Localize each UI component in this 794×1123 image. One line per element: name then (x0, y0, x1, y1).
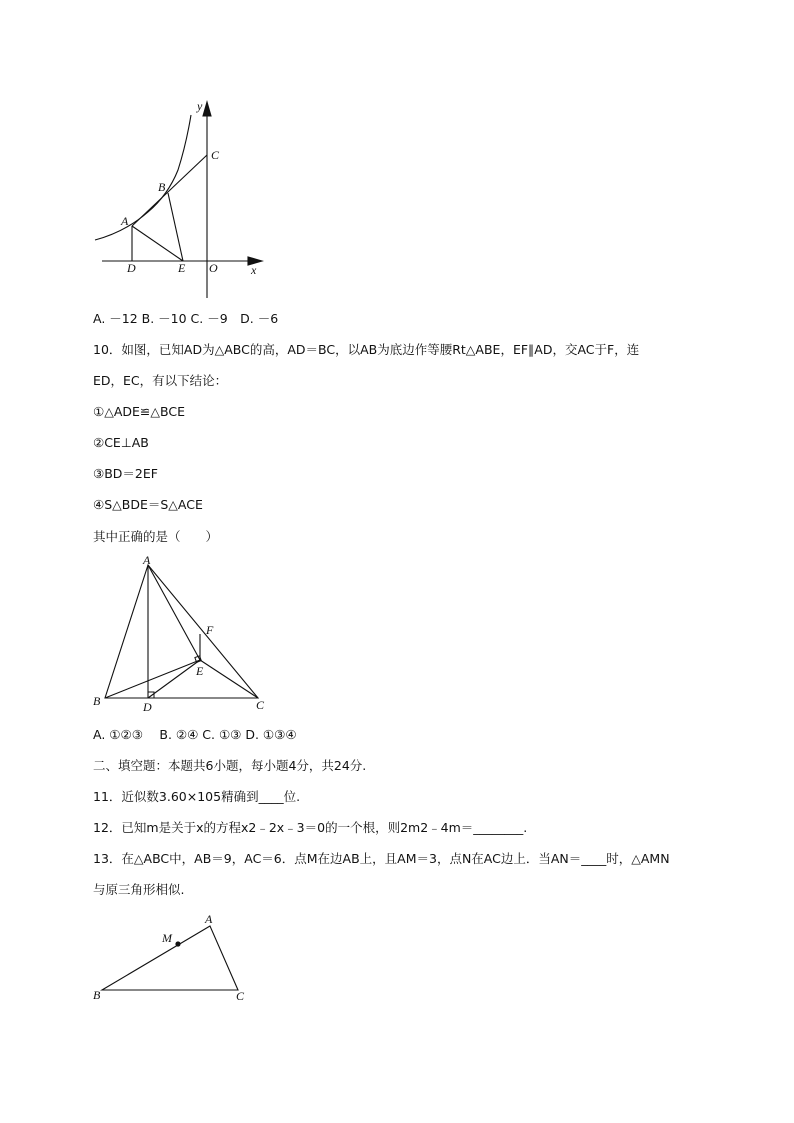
section2-title: 二、填空题：本题共6小题，每小题4分，共24分. (93, 758, 367, 773)
q10-conclusion-3: ③BD＝2EF (93, 466, 158, 481)
point-M (175, 941, 180, 946)
segment-BE (168, 193, 183, 261)
segment-DE (148, 660, 200, 698)
q11: 11．近似数3.60×105精确到____位. (93, 789, 301, 804)
q10-conclusion-2: ②CE⊥AB (93, 435, 149, 450)
label-B: B (158, 180, 166, 194)
segment-AE (132, 226, 183, 261)
figure-hyperbola (90, 95, 270, 305)
label-D: D (127, 261, 136, 275)
label-C: C (211, 148, 220, 162)
segment-AE (148, 565, 200, 660)
q10-stem-line2: ED，EC，有以下结论： (93, 373, 228, 388)
label-B: B (93, 988, 101, 1002)
q10-conclusion-1: ①△ADE≌△BCE (93, 404, 185, 419)
figure-triangle-abc-point-m (90, 908, 260, 1008)
label-A: A (205, 912, 213, 926)
label-E: E (178, 261, 186, 275)
y-axis-arrow (203, 102, 211, 116)
label-A: A (121, 214, 129, 228)
label-C: C (256, 698, 265, 712)
label-y: y (197, 99, 203, 113)
hyperbola-curve (95, 115, 191, 240)
label-D: D (143, 700, 152, 714)
label-E: E (196, 664, 204, 678)
q12: 12．已知m是关于x的方程x2﹣2x﹣3＝0的一个根，则2m2﹣4m＝________. (93, 820, 528, 835)
label-O: O (209, 261, 218, 275)
label-A: A (143, 553, 151, 567)
line-AC (132, 155, 207, 226)
label-F: F (206, 623, 214, 637)
triangle-ABC (105, 565, 258, 698)
q13-line2: 与原三角形相似. (93, 882, 185, 897)
label-M: M (162, 931, 172, 945)
figure-triangle-abc-altitude (90, 552, 270, 717)
q10-conclusion-4: ④S△BDE＝S△ACE (93, 497, 203, 512)
label-C: C (236, 989, 245, 1003)
q10-options: A. ①②③ B. ②④ C. ①③ D. ①③④ (93, 727, 297, 742)
q10-question: 其中正确的是（ ） (93, 529, 219, 544)
q10-stem-line1: 10．如图，已知AD为△ABC的高，AD＝BC，以AB为底边作等腰Rt△ABE，EF∥AD，交AC于F，连 (93, 342, 640, 357)
q9-options: A. －12 B. －10 C. －9 D. －6 (93, 311, 279, 326)
label-B: B (93, 694, 101, 708)
label-x: x (251, 263, 257, 277)
segment-EC (200, 660, 258, 698)
right-angle-E (195, 656, 201, 662)
q13-line1: 13．在△ABC中，AB＝9，AC＝6．点M在边AB上，且AM＝3，点N在AC边上．当AN＝____时，△AMN (93, 851, 670, 866)
